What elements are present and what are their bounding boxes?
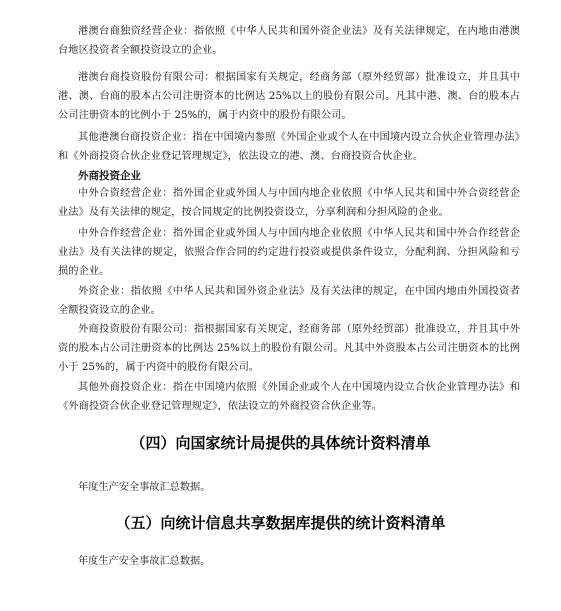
subheading-foreign-invested: 外商投资企业 [78,170,141,182]
paragraph-other-foreign-invested: 其他外商投资企业：指在中国境内依照《外国企业或个人在中国境内设立合伙企业管理办法》和《外商投资合伙企业登记管理规定》，依法设立的外商投资合伙企业等。 [58,382,520,412]
paragraph-hk-macao-taiwan-sole-proprietorship: 港澳台商独资经营企业：指依照《中华人民共和国外资企业法》及有关法律规定，在内地由港澳台地区投资者全额投资设立的企业。 [58,26,520,56]
paragraph-other-hk-macao-taiwan: 其他港澳台商投资企业：指在中国境内参照《外国企业或个人在中国境内设立合伙企业管理办法》和《外商投资合伙企业登记管理规定》，依法设立的港、澳、台商投资合伙企业。 [58,132,520,162]
paragraph-wholly-foreign-owned: 外资企业：指依照《中华人民共和国外资企业法》及有关法律的规定，在中国内地由外国投资者全额投资设立的企业。 [58,286,520,316]
section-4-title: （四）向国家统计局提供的具体统计资料清单 [130,434,431,452]
paragraph-hk-macao-taiwan-joint-stock: 港澳台商投资股份有限公司：根据国家有关规定，经商务部（原外经贸部）批准设立，并且其中港、澳、台商的股本占公司注册资本的比例达 25%以上的股份有限公司。凡其中港、澳、台的股本占公司注册资本的比例小于 25%的，属于内资中的股份有限公司。 [58,72,520,121]
section-5-content: 年度生产安全事故汇总数据。 [78,556,211,567]
paragraph-sino-foreign-cooperative: 中外合作经营企业：指外国企业或外国人与中国内地企业依照《中华人民共和国中外合作经营企业法》及有关法律的规定，依照合作合同的约定进行投资或提供条件设立，分配利润、分担风险和亏损的企业。 [58,228,520,277]
section-4-content: 年度生产安全事故汇总数据。 [78,482,211,493]
paragraph-sino-foreign-equity: 中外合资经营企业：指外国企业或外国人与中国内地企业依照《中华人民共和国中外合资经营企业法》及有关法律的规定，按合同规定的比例投资设立，分享利润和分担风险的企业。 [58,188,520,218]
section-5-title: （五）向统计信息共享数据库提供的统计资料清单 [115,514,446,532]
paragraph-foreign-joint-stock: 外商投资股份有限公司：指根据国家有关规定，经商务部（原外经贸部）批准设立，并且其中外资的股本占公司注册资本的比例达 25%以上的股份有限公司。凡其中外资股本占公司注册资本的比例小于 25%的，属于内资中的股份有限公司。 [58,324,520,373]
